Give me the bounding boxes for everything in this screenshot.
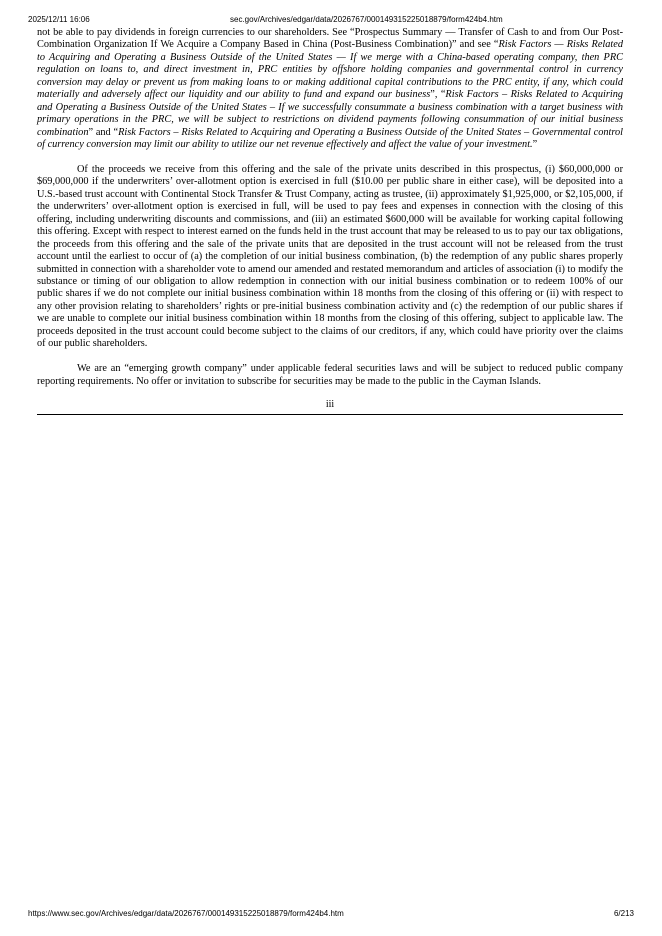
page-divider	[37, 414, 623, 415]
document-body	[37, 27, 623, 415]
paragraph-proceeds: Of the proceeds we receive from this offering and the sale of the private units described in this prospectus, (i) $60,000,000 or $69,000,000 if the underwriters’ over-allotment option is exercised in full ($10.00 per public share in either case), will be deposited into a U.S.-based trust account with Continental Stock Transfer & Trust Company, acting as trustee, (ii) approximately $1,925,000, or $2,105,000, if the underwriters’ over-allotment option is exercised in full, will be used to pay fees and expenses in connection with the closing of this offering, including underwriting discounts and commissions, and (iii) an estimated $600,000 will be available for working capital following this offering. Except with respect to interest earned on the funds held in the trust account that may be released to us to pay our tax obligations, the proceeds from this offering and the sale of the private units that are deposited in the trust account will not be released from the trust account until the earliest to occur of (a) the completion of our initial business combination, (b) the redemption of any public shares properly submitted in connection with a shareholder vote to amend our amended and restated memorandum and articles of association (i) to modify the substance or timing of our obligation to allow redemption in connection with our initial business combination or to redeem 100% of our public shares if we do not complete our initial business combination within 18 months from the closing of this offering or (ii) with respect to any other provision relating to shareholders’ rights or pre-initial business combination activity and (c) the redemption of our public shares if we are unable to complete our initial business combination within 18 months from the closing of this offering, subject to applicable law. The proceeds deposited in the trust account could become subject to the claims of our creditors, if any, which could have priority over the claims of our public shareholders.	[37, 163, 623, 350]
paragraph-risk-factors	[37, 27, 623, 152]
italic-segment: Risk Factors – Risks Related to Acquiring and Operating a Business Outside of the United States – Governmental control of currency conversion may limit our ability to utilize our net revenue effectively and affect the value of your investment.	[37, 126, 623, 151]
print-page-count: 6/213	[613, 909, 634, 918]
print-header-url: sec.gov/Archives/edgar/data/2026767/000149315225018879/form424b4.htm	[230, 15, 503, 24]
text-segment: ”, “	[430, 89, 446, 101]
print-datetime: 2025/12/11 16:06	[28, 15, 90, 24]
paragraph-emerging-growth: We are an “emerging growth company” under applicable federal securities laws and will be subject to reduced public company reporting requirements. No offer or invitation to subscribe for securities may be made to the public in the Cayman Islands.	[37, 363, 623, 387]
italic-segment: Risk Factors — Risks Related to Acquiring and Operating a Business Outside of the United States — If we merge with a China-based operating company, then PRC regulation on loans to, and direct investment in, PRC entities by offshore holding companies and governmental control in currency conversion may delay or prevent us from making loans to or making additional capital contributions to the PRC entity, if any, which could materially and adversely affect our liquidity and our ability to fund and expand our business	[37, 39, 623, 101]
print-footer-url: https://www.sec.gov/Archives/edgar/data/2026767/000149315225018879/form424b4.htm	[28, 909, 344, 918]
page-number: iii	[325, 399, 335, 411]
text-segment: ”	[532, 139, 538, 151]
text-segment: ” and “	[88, 126, 119, 138]
italic-segment: Risk Factors – Risks Related to Acquiring and Operating a Business Outside of the United States – If we successfully consummate a business combination with a target business with primary operations in the PRC, we will be subject to restrictions on dividend payments following consummation of our initial business combination	[37, 89, 624, 138]
text-segment: not be able to pay dividends in foreign currencies to our shareholders. See “Prospectus Summary — Transfer of Cash to and from Our Post-Combination Organization If We Acquire a Company Based in China (Post-Business Combination)” and see “	[37, 27, 623, 51]
